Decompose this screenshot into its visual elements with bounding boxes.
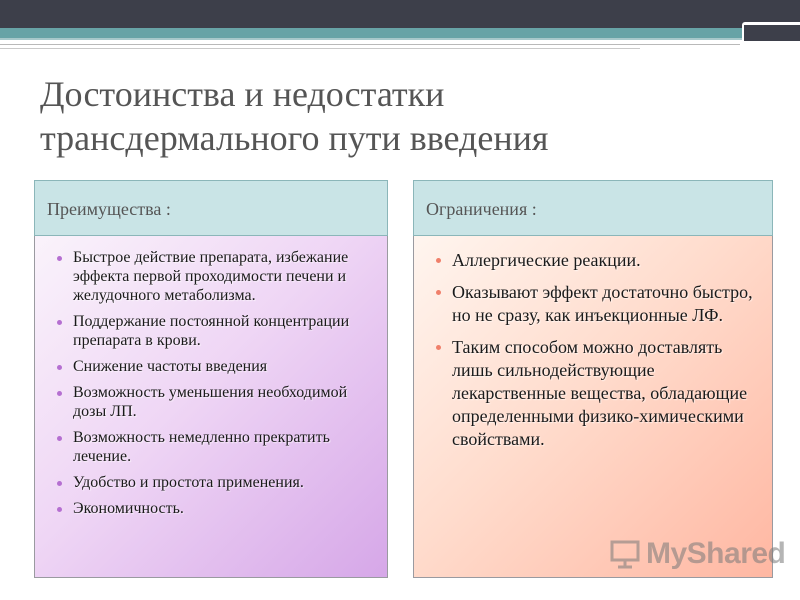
limitations-header: Ограничения : (413, 180, 773, 236)
top-decor-tab (742, 22, 800, 44)
advantage-item: Экономичность. (57, 499, 377, 518)
limitation-item: Аллергические реакции. (436, 249, 762, 272)
advantages-header: Преимущества : (34, 180, 388, 236)
advantage-item: Удобство и простота применения. (57, 473, 377, 492)
slide-title-line-1: Достоинства и недостатки (40, 74, 445, 114)
advantage-item: Снижение частоты введения (57, 357, 377, 376)
advantage-item: Быстрое действие препарата, избежание эффекта первой проходимости печени и желудочного метаболизма. (57, 248, 377, 305)
divider-line (0, 48, 640, 49)
advantage-item: Возможность немедленно прекратить лечение. (57, 428, 377, 466)
advantages-panel (34, 236, 388, 578)
top-decor-bar (0, 0, 800, 28)
advantage-item: Возможность уменьшения необходимой дозы ЛП. (57, 383, 377, 421)
slide-title (40, 72, 740, 160)
watermark-text: MyShared (646, 537, 786, 570)
top-accent-bar (0, 28, 800, 38)
top-accent-line (0, 38, 800, 40)
presentation-board-icon (610, 539, 640, 569)
advantages-list (57, 248, 377, 518)
limitations-list (436, 249, 762, 451)
limitation-item: Таким способом можно доставлять лишь сильнодействующие лекарственные вещества, обладающие определенными физико-химическими свойствами. (436, 336, 762, 451)
slide-title-line-2: трансдермального пути введения (40, 118, 549, 158)
limitations-panel (413, 236, 773, 578)
watermark-logo (610, 534, 785, 574)
advantage-item: Поддержание постоянной концентрации препарата в крови. (57, 312, 377, 350)
divider-line (0, 44, 740, 45)
limitation-item: Оказывают эффект достаточно быстро, но не сразу, как инъекционные ЛФ. (436, 281, 762, 327)
